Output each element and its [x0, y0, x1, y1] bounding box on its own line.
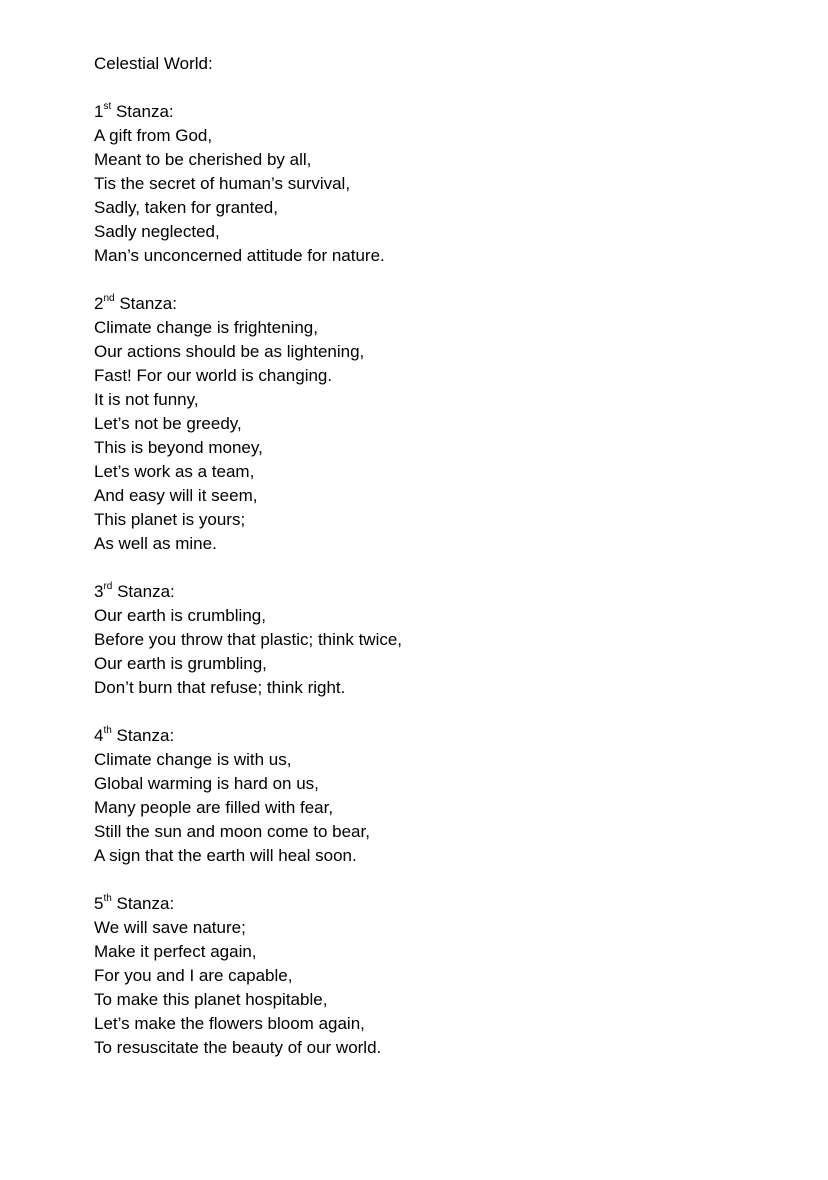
- stanza-number: 2: [94, 294, 104, 313]
- stanza-heading: [94, 892, 794, 916]
- poem-line: And easy will it seem,: [94, 486, 258, 505]
- stanza-heading: [94, 292, 794, 316]
- poem-line: Before you throw that plastic; think twice,: [94, 630, 403, 649]
- poem-line: Many people are filled with fear,: [94, 798, 334, 817]
- stanza-number: 3: [94, 582, 104, 601]
- stanza-ordinal-suffix: th: [103, 725, 112, 737]
- poem-line: Sadly, taken for granted,: [94, 198, 278, 217]
- stanza-ordinal-suffix: th: [103, 893, 112, 905]
- poem-line: As well as mine.: [94, 534, 217, 553]
- poem-line: Climate change is frightening,: [94, 318, 318, 337]
- stanza-heading: [94, 580, 794, 604]
- poem-line: For you and I are capable,: [94, 966, 293, 985]
- poem-line: Fast! For our world is changing.: [94, 366, 333, 385]
- stanza-label: Stanza:: [111, 726, 175, 745]
- poem-line: It is not funny,: [94, 390, 199, 409]
- poem-line: Make it perfect again,: [94, 942, 257, 961]
- poem-line: A gift from God,: [94, 126, 213, 145]
- poem-line: To resuscitate the beauty of our world.: [94, 1038, 382, 1057]
- poem-line: A sign that the earth will heal soon.: [94, 846, 357, 865]
- poem-line: Climate change is with us,: [94, 750, 292, 769]
- stanza-5: [94, 892, 794, 1060]
- poem-line: This planet is yours;: [94, 510, 246, 529]
- stanza-4: [94, 724, 794, 868]
- stanza-ordinal-suffix: st: [103, 101, 112, 113]
- stanza-number: 4: [94, 726, 104, 745]
- stanza-3: [94, 580, 794, 700]
- stanza-number: 5: [94, 894, 104, 913]
- poem-line: We will save nature;: [94, 918, 246, 937]
- poem-line: This is beyond money,: [94, 438, 263, 457]
- poem-line: Let’s work as a team,: [94, 462, 255, 481]
- stanza-label: Stanza:: [111, 102, 174, 121]
- stanza-heading: [94, 724, 794, 748]
- poem-line: Meant to be cherished by all,: [94, 150, 312, 169]
- poem-line: Tis the secret of human’s survival,: [94, 174, 351, 193]
- poem-line: Our actions should be as lightening,: [94, 342, 365, 361]
- stanza-label: Stanza:: [112, 582, 175, 601]
- poem-line: Global warming is hard on us,: [94, 774, 319, 793]
- stanza-heading: [94, 100, 794, 124]
- poem-line: Let’s make the flowers bloom again,: [94, 1014, 365, 1033]
- poem-line: Sadly neglected,: [94, 222, 220, 241]
- poem-page: [94, 52, 794, 1084]
- poem-line: Still the sun and moon come to bear,: [94, 822, 370, 841]
- stanza-label: Stanza:: [111, 894, 175, 913]
- poem-title: Celestial World:: [94, 54, 213, 73]
- poem-line: Our earth is crumbling,: [94, 606, 266, 625]
- stanza-label: Stanza:: [114, 294, 177, 313]
- stanza-2: [94, 292, 794, 556]
- poem-line: Let’s not be greedy,: [94, 414, 242, 433]
- poem-line: To make this planet hospitable,: [94, 990, 328, 1009]
- stanza-ordinal-suffix: nd: [103, 293, 115, 305]
- stanza-number: 1: [94, 102, 104, 121]
- poem-line: Our earth is grumbling,: [94, 654, 267, 673]
- stanza-1: [94, 100, 794, 268]
- stanza-ordinal-suffix: rd: [103, 581, 113, 593]
- poem-line: Don’t burn that refuse; think right.: [94, 678, 346, 697]
- poem-line: Man’s unconcerned attitude for nature.: [94, 246, 385, 265]
